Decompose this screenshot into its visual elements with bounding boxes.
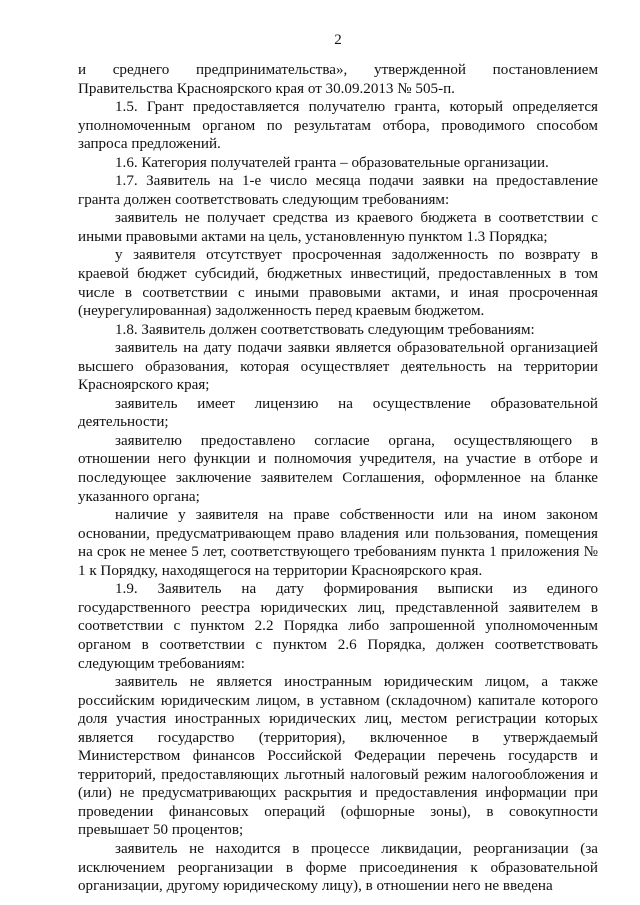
paragraph-1-7: 1.7. Заявитель на 1-е число месяца подачи заявки на предоставление гранта должен соответствовать следующим требованиям:	[78, 173, 598, 208]
paragraph-1-7-item-1: заявитель не получает средства из краевого бюджета в соответствии с иными правовыми актами на цель, установленную пунктом 1.3 Порядка;	[78, 210, 598, 245]
paragraph-1-6: 1.6. Категория получателей гранта – образовательные организации.	[115, 154, 549, 171]
paragraph-1-8: 1.8. Заявитель должен соответствовать следующим требованиям:	[115, 321, 535, 338]
page-number: 2	[334, 32, 342, 48]
paragraph-1-9-item-2: заявитель не находится в процессе ликвидации, реорганизации (за исключением реорганизации в форме присоединения к образовательной организации, другому юридическому лицу), в отношении него не введена	[78, 840, 598, 895]
paragraph-1-5: 1.5. Грант предоставляется получателю гранта, который определяется уполномоченным органом по результатам отбора, проводимого способом запроса предложений.	[78, 99, 598, 153]
paragraph-1-8-item-3: заявителю предоставлено согласие органа, осуществляющего в отношении него функции и полномочия учредителя, на участие в отборе и последующее заключение заявителем Соглашения, оформленное на бланке указанного органа;	[78, 432, 598, 505]
document-body	[78, 61, 598, 896]
paragraph-continuation: и среднего предпринимательства», утвержденной постановлением Правительства Красноярского края от 30.09.2013 № 505-п.	[78, 62, 598, 97]
paragraph-1-8-item-2: заявитель имеет лицензию на осуществление образовательной деятельности;	[78, 395, 598, 431]
paragraph-1-8-item-4: наличие у заявителя на праве собственности или на ином законом основании, предусматривающем право владения или пользования, помещения на срок не менее 5 лет, соответствующего требованиям пункта 1 приложения № 1 к Порядку, находящегося на территории Красноярского края.	[78, 507, 598, 579]
paragraph-1-7-item-2: у заявителя отсутствует просроченная задолженность по возврату в краевой бюджет субсидий, бюджетных инвестиций, предоставленных в том числе в соответствии с иными правовыми актами, и иная просроченная (неурегулированная) задолженность перед краевым бюджетом.	[78, 247, 598, 320]
paragraph-1-8-item-1: заявитель на дату подачи заявки является образовательной организацией высшего образования, которая осуществляет деятельность на территории Красноярского края;	[78, 340, 598, 394]
paragraph-1-9: 1.9. Заявитель на дату формирования выписки из единого государственного реестра юридических лиц, представленной заявителем в соответствии с пунктом 2.2 Порядка либо запрошенной уполномоченным органом в соответствии с пунктом 2.6 Порядка, должен соответствовать следующим требованиям:	[78, 581, 598, 672]
paragraph-1-9-item-1: заявитель не является иностранным юридическим лицом, а также российским юридическим лицом, в уставном (складочном) капитале которого доля участия иностранных юридических лиц, местом регистрации которых является государство (территория), включенное в утверждаемый Министерством финансов Российской Федерации перечень государств и территорий, предоставляющих льготный налоговый режим налогообложения и (или) не предусматривающих раскрытия и предоставления информации при проведении финансовых операций (офшорные зоны), в совокупности превышает 50 процентов;	[78, 674, 598, 839]
